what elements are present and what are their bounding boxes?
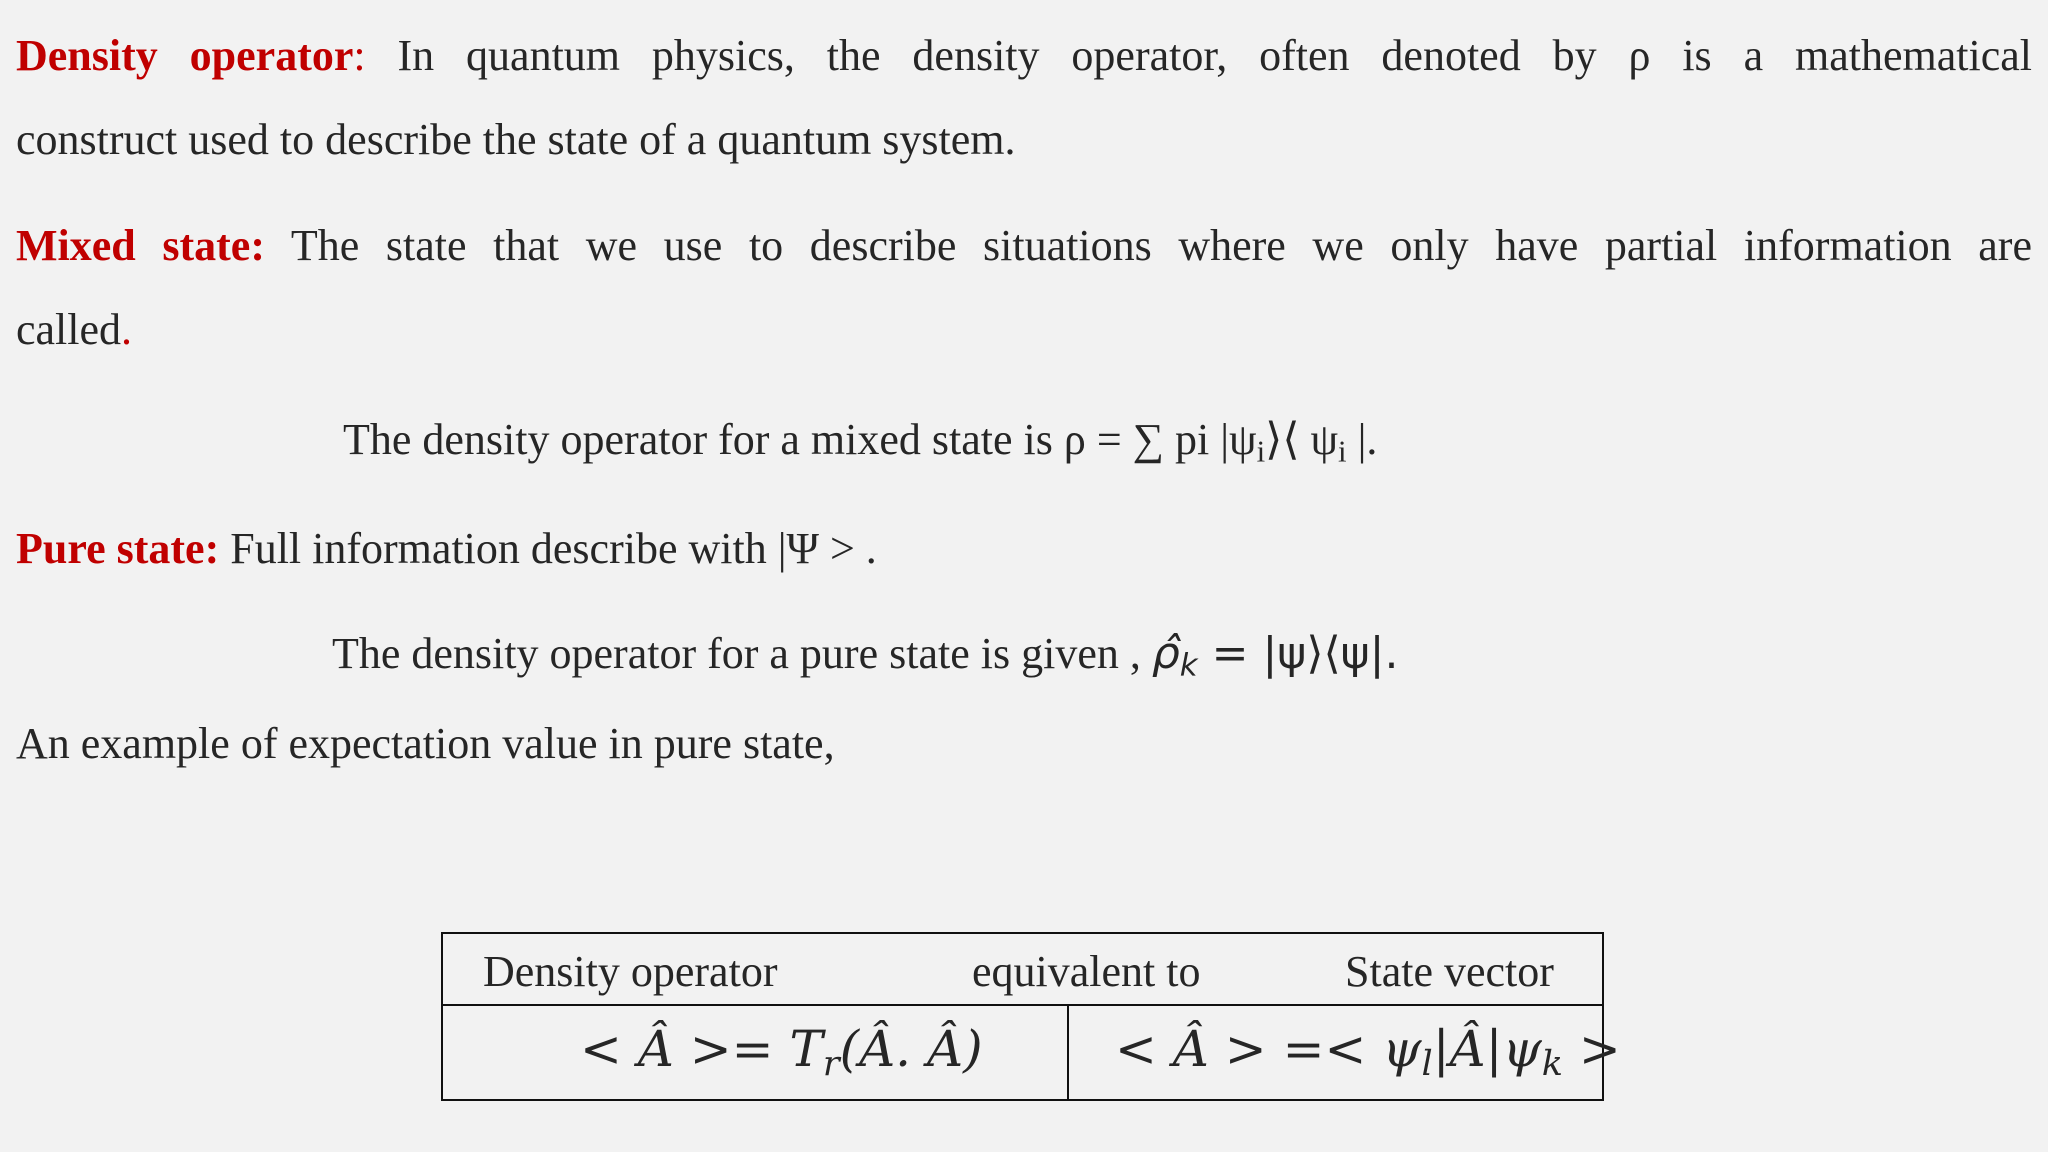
right-formula-middle: |Â|ψ	[1432, 1020, 1542, 1078]
pure-formula-rho: ρ̂	[1151, 628, 1180, 679]
table-header-equivalent-to: equivalent to	[972, 947, 1201, 996]
example-text: An example of expectation value in pure state,	[16, 719, 835, 768]
right-formula-subscript-2: k	[1541, 1043, 1563, 1084]
pure-formula-subscript: k	[1179, 647, 1198, 684]
mixed-state-term: Mixed state:	[16, 221, 265, 270]
table-header-density-operator: Density operator	[483, 947, 778, 996]
pure-state-definition: Full information describe with |Ψ > .	[219, 524, 877, 573]
density-operator-colon: :	[353, 31, 366, 80]
pure-formula-text: The density operator for a pure state is given ,	[332, 629, 1152, 678]
mixed-formula-text: The density operator for a mixed state is ρ = ∑ pi |ψ	[343, 415, 1257, 464]
state-vector-expectation-formula	[1115, 1020, 1621, 1084]
mixed-formula-subscript-1: i	[1256, 434, 1266, 469]
left-formula-end: (Â. Â)	[839, 1020, 983, 1078]
left-formula-subscript: r	[822, 1043, 840, 1084]
table-column-divider	[1067, 1006, 1069, 1101]
example-line	[16, 718, 2032, 769]
right-formula-end: >	[1562, 1020, 1621, 1078]
mixed-formula-middle: ⟩⟨ ψ	[1265, 415, 1339, 464]
right-formula-subscript-1: l	[1421, 1043, 1433, 1084]
mixed-state-definition-2: called	[16, 305, 122, 354]
pure-formula-equation: = |ψ⟩⟨ψ|.	[1197, 628, 1399, 679]
pure-state-formula	[332, 628, 1398, 684]
mixed-state-line-1	[16, 220, 2032, 271]
right-formula-text: < Â > =< ψ	[1115, 1020, 1422, 1078]
mixed-state-definition-1: The state that we use to describe situations where we only have partial information are	[265, 221, 2032, 270]
density-operator-line-1	[16, 30, 2032, 81]
density-operator-expectation-formula	[580, 1020, 983, 1084]
mixed-state-line-2	[16, 304, 2032, 355]
density-operator-definition-2: construct used to describe the state of a quantum system.	[16, 115, 1016, 164]
pure-state-term: Pure state:	[16, 524, 220, 573]
mixed-formula-end: |.	[1346, 415, 1378, 464]
mixed-state-period: .	[121, 305, 133, 354]
density-operator-line-2	[16, 114, 2032, 165]
pure-state-line	[16, 523, 2032, 574]
table-header-row	[443, 934, 1602, 1006]
mixed-state-formula	[343, 414, 1377, 470]
expectation-value-table	[441, 932, 1621, 1101]
density-operator-term: Density operator	[16, 31, 354, 80]
density-operator-definition-1: In quantum physics, the density operator, often denoted by ρ is a mathematical	[365, 31, 2032, 80]
left-formula-text: < Â >= T	[580, 1020, 823, 1078]
table-header-state-vector: State vector	[1345, 947, 1554, 996]
mixed-formula-subscript-2: i	[1338, 434, 1347, 469]
